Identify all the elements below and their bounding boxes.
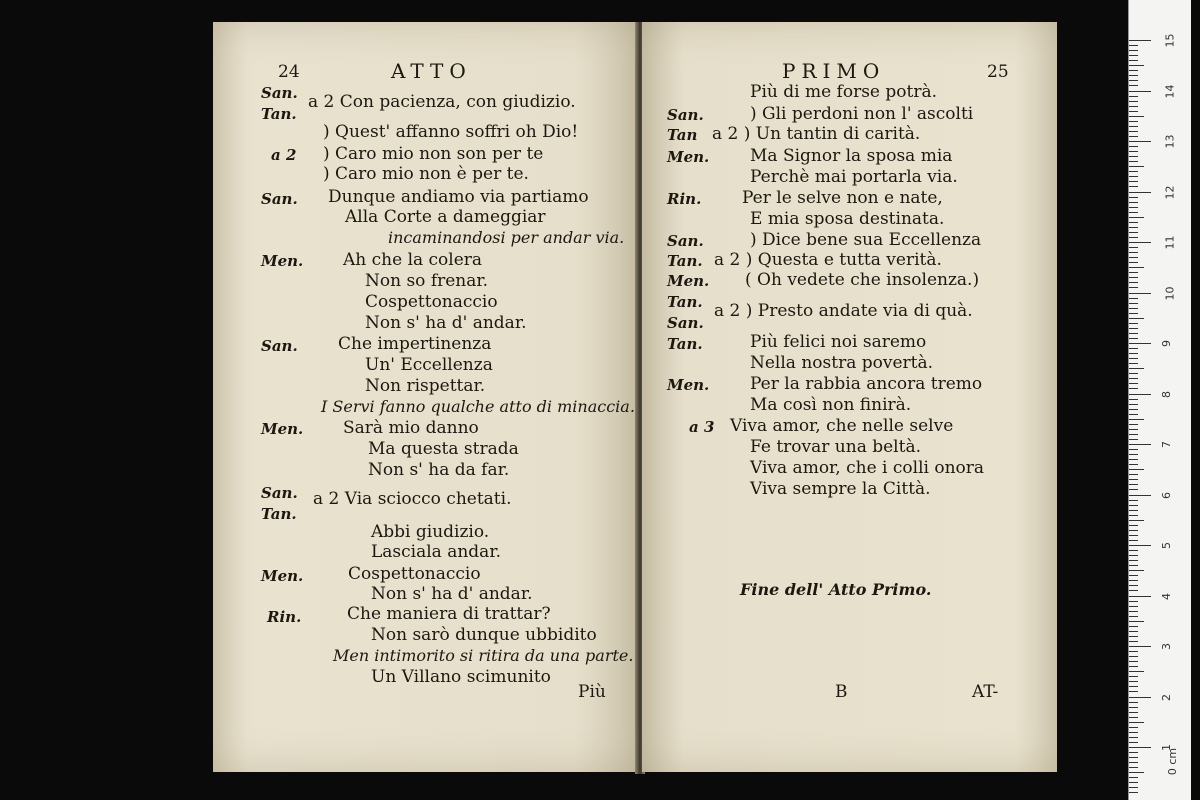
ruler-tick [1129,141,1151,142]
ruler-tick [1129,484,1138,485]
ruler-number: 4 [1160,592,1173,600]
ruler-tick [1129,469,1144,470]
ruler-tick [1129,449,1138,450]
ruler-tick [1129,343,1151,344]
ruler-tick [1129,717,1138,718]
ruler-tick [1129,156,1138,157]
ruler-tick [1129,257,1138,258]
verse-line: Non so frenar. [365,271,489,291]
ruler-number: 15 [1163,33,1177,48]
ruler-tick [1129,313,1138,314]
stage-direction: incaminandosi per andar via. [388,228,625,247]
ruler-tick [1129,272,1138,273]
speaker-label: Tan. [667,335,703,353]
ruler-tick [1129,232,1138,233]
ruler-tick [1129,399,1138,400]
ruler-tick [1129,50,1138,51]
speaker-label: Men. [667,148,710,166]
ruler-tick [1129,262,1138,263]
speaker-label: Men. [667,272,710,290]
ruler-tick [1129,293,1151,294]
ruler-tick [1129,131,1138,132]
verse-line: Per la rabbia ancora tremo [750,374,983,394]
ruler-tick [1129,166,1144,167]
ruler-tick [1129,227,1138,228]
ruler-tick [1129,757,1138,758]
ruler-tick [1129,328,1138,329]
ruler-tick [1129,712,1138,713]
verse-line: Viva sempre la Città. [750,479,931,499]
verse-line: Un Villano scimunito [371,667,551,687]
ruler-number: 12 [1163,185,1177,199]
right-page [642,22,1057,772]
speaker-label: San. [667,106,704,124]
ruler-tick [1129,333,1138,334]
speaker-label: Men. [261,252,304,270]
speaker-label: Men. [261,567,304,585]
ruler-tick [1129,434,1138,435]
ruler-tick [1129,530,1138,531]
ruler-tick [1129,237,1138,238]
verse-line: Lasciala andar. [371,542,501,562]
ruler-tick [1129,727,1138,728]
ruler-tick [1129,287,1138,288]
ruler-tick [1129,308,1138,309]
verse-line: Cospettonaccio [348,564,481,584]
ruler-tick [1129,121,1138,122]
ruler-tick [1129,96,1138,97]
ruler-tick [1129,217,1144,218]
ruler-tick [1129,419,1144,420]
verse-line: Viva amor, che nelle selve [730,416,954,436]
ruler-tick [1129,424,1138,425]
speaker-label: San. [261,484,298,502]
speaker-label: San. [261,190,298,208]
ruler-tick [1129,429,1138,430]
ruler-tick [1129,560,1138,561]
ruler-number: 8 [1160,390,1173,398]
ruler-unit: 0 cm [1166,747,1180,776]
ruler-number: 2 [1160,693,1173,701]
verse-line: Non rispettar. [365,376,486,396]
ruler-tick [1129,681,1138,682]
ruler-tick [1129,777,1138,778]
verse-line: E mia sposa destinata. [750,209,945,229]
ruler-tick [1129,116,1144,117]
ruler-tick [1129,752,1138,753]
verse-line: a 2 Con pacienza, con giudizio. [308,92,576,112]
ruler-tick [1129,414,1138,415]
ruler-number: 7 [1160,441,1173,448]
verse-line: Che impertinenza [338,334,492,354]
catchword: AT- [972,682,999,702]
verse-line: Non sarò dunque ubbidito [371,625,597,645]
verse-line: Ah che la colera [343,250,483,270]
ruler-tick [1129,363,1138,364]
ruler-tick [1129,303,1138,304]
ruler-number: 9 [1160,340,1173,347]
ruler-tick [1129,318,1144,319]
speaker-label: Tan. [261,505,297,523]
verse-line: Fe trovar una beltà. [750,437,921,457]
verse-line: a 2 ) Questa e tutta verità. [714,250,942,270]
ruler-tick [1129,540,1138,541]
ruler-tick [1129,101,1138,102]
speaker-label: Tan [667,126,698,144]
verse-line: Un' Eccellenza [365,355,493,375]
verse-line: ) Quest' affanno soffri oh Dio! [323,122,579,142]
ruler-tick [1129,111,1138,112]
speaker-label: Men. [261,420,304,438]
ruler-tick [1129,636,1138,637]
ruler-tick [1129,601,1138,602]
verse-line: ) Dice bene sua Eccellenza [750,230,982,250]
speaker-label: San. [261,337,298,355]
verse-line: Dunque andiamo via partiamo [328,187,589,207]
ruler-tick [1129,60,1138,61]
ruler-tick [1129,161,1138,162]
ruler-tick [1129,621,1144,622]
speaker-label: San. [261,84,298,102]
ruler-tick [1129,202,1138,203]
verse-line: Perchè mai portarla via. [750,167,958,187]
ruler-tick [1129,409,1138,410]
verse-line: ) Caro mio non son per te [323,144,544,164]
verse-line: Viva amor, che i colli onora [750,458,985,478]
ruler-tick [1129,252,1138,253]
ruler-tick [1129,686,1138,687]
verse-line: a 2 Via sciocco chetati. [313,489,512,509]
ruler-tick [1129,671,1144,672]
verse-line: Più felici noi saremo [750,332,927,352]
speaker-label: Rin. [667,190,702,208]
ruler-tick [1129,277,1138,278]
left-page-number: 24 [278,62,300,82]
ruler-tick [1129,348,1138,349]
verse-line: Cospettonaccio [365,292,498,312]
ruler-tick [1129,55,1138,56]
ruler-tick [1129,45,1138,46]
ruler-number: 13 [1163,134,1177,149]
ruler-tick [1129,722,1144,723]
verse-line: Ma così non finirà. [750,395,912,415]
verse-line: Per le selve non e nate, [742,188,943,208]
ruler-tick [1129,171,1138,172]
ruler-tick [1129,388,1138,389]
ruler-tick [1129,651,1138,652]
ruler-tick [1129,782,1138,783]
ruler-tick [1129,151,1138,152]
speaker-label: Rin. [267,608,302,626]
ruler-tick [1129,358,1138,359]
ruler-tick [1129,373,1138,374]
ruler-number: 5 [1160,542,1173,549]
speaker-label: San. [667,232,704,250]
ruler-tick [1129,454,1138,455]
ruler-tick [1129,489,1138,490]
verse-line: Più di me forse potrà. [750,82,937,102]
speaker-label: a 3 [689,418,715,436]
ruler-tick [1129,787,1138,788]
ruler-tick [1129,707,1138,708]
ruler-tick [1129,212,1138,213]
ruler-tick [1129,394,1151,395]
ruler-tick [1129,404,1138,405]
verse-line: Abbi giudizio. [371,522,490,542]
catchword: Più [578,682,606,702]
ruler-tick [1129,691,1138,692]
end-of-act-note: Fine dell' Atto Primo. [740,580,932,599]
ruler-number: 11 [1163,235,1177,250]
speaker-label: Men. [667,376,710,394]
ruler-tick [1129,176,1138,177]
ruler-tick [1129,661,1138,662]
ruler-tick [1129,338,1138,339]
ruler-number: 6 [1160,491,1173,499]
ruler-tick [1129,575,1138,576]
ruler-tick [1129,545,1151,546]
ruler-tick [1129,626,1138,627]
ruler-tick [1129,606,1138,607]
ruler-tick [1129,525,1138,526]
ruler-tick [1129,267,1144,268]
ruler-tick [1129,570,1144,571]
ruler-tick [1129,565,1138,566]
verse-line: Non s' ha d' andar. [365,313,527,333]
ruler-tick [1129,353,1138,354]
ruler-tick [1129,631,1138,632]
ruler-tick [1129,732,1138,733]
open-book [205,22,1060,777]
ruler-tick [1129,207,1138,208]
ruler-tick [1129,247,1138,248]
ruler-tick [1129,368,1144,369]
ruler-tick [1129,580,1138,581]
verse-line: Ma Signor la sposa mia [750,146,953,166]
ruler-tick [1129,666,1138,667]
ruler-tick [1129,697,1151,698]
ruler-tick [1129,444,1151,445]
ruler-tick [1129,590,1138,591]
verse-line: ) Gli perdoni non l' ascolti [750,104,974,124]
ruler-tick [1129,197,1138,198]
verse-line: ) Caro mio non è per te. [323,164,529,184]
verse-line: Che maniera di trattar? [347,604,551,624]
speaker-label: a 2 [271,146,297,164]
ruler-tick [1129,70,1138,71]
ruler-tick [1129,702,1138,703]
ruler-tick [1129,520,1144,521]
verse-line: Sarà mio danno [343,418,479,438]
ruler-tick [1129,585,1138,586]
ruler-tick [1129,510,1138,511]
ruler-tick [1129,146,1138,147]
ruler-tick [1129,181,1138,182]
ruler-tick [1129,192,1151,193]
ruler-tick [1129,323,1138,324]
ruler-tick [1129,242,1151,243]
ruler-tick [1129,505,1138,506]
ruler-tick [1129,378,1138,379]
ruler-tick [1129,747,1151,748]
verse-line: ( Oh vedete che insolenza.) [745,270,980,290]
ruler-tick [1129,474,1138,475]
ruler-tick [1129,464,1138,465]
ruler-number: 1 [1160,744,1173,751]
stage-direction: Men intimorito si ritira da una parte. [333,646,634,665]
measurement-ruler [1128,0,1191,800]
ruler-tick [1129,616,1138,617]
ruler-tick [1129,282,1138,283]
ruler-tick [1129,495,1151,496]
speaker-label: Tan. [667,252,703,270]
ruler-tick [1129,91,1151,92]
ruler-tick [1129,676,1138,677]
ruler-tick [1129,742,1138,743]
ruler-tick [1129,535,1138,536]
right-running-head: PRIMO [782,59,886,83]
ruler-tick [1129,772,1144,773]
right-page-number: 25 [987,62,1009,82]
ruler-tick [1129,767,1138,768]
speaker-label: Tan. [261,105,297,123]
ruler-tick [1129,479,1138,480]
verse-line: Ma questa strada [368,439,519,459]
ruler-tick [1129,383,1138,384]
ruler-tick [1129,792,1138,793]
ruler-tick [1129,298,1138,299]
verse-line: a 2 ) Un tantin di carità. [712,124,921,144]
verse-line: a 2 ) Presto andate via di quà. [714,301,973,321]
stage-direction: I Servi fanno qualche atto di minaccia. [321,397,635,416]
verse-line: Non s' ha da far. [368,460,510,480]
ruler-tick [1129,65,1144,66]
ruler-tick [1129,646,1151,647]
ruler-number: 14 [1163,84,1177,98]
ruler-tick [1129,459,1138,460]
ruler-tick [1129,136,1138,137]
ruler-tick [1129,555,1138,556]
ruler-tick [1129,762,1138,763]
ruler-number: 10 [1163,286,1177,300]
verse-line: Alla Corte a dameggiar [345,207,546,227]
left-running-head: ATTO [391,59,472,83]
ruler-tick [1129,126,1138,127]
ruler-tick [1129,500,1138,501]
ruler-number: 3 [1160,643,1173,650]
ruler-tick [1129,641,1138,642]
ruler-tick [1129,596,1151,597]
ruler-tick [1129,611,1138,612]
ruler-tick [1129,85,1138,86]
left-page [213,22,638,772]
signature-mark: B [835,682,848,702]
ruler-tick [1129,515,1138,516]
ruler-tick [1129,439,1138,440]
speaker-label: San. [667,314,704,332]
ruler-tick [1129,222,1138,223]
speaker-label: Tan. [667,293,703,311]
verse-line: Nella nostra povertà. [750,353,934,373]
ruler-tick [1129,80,1138,81]
ruler-tick [1129,550,1138,551]
ruler-tick [1129,75,1138,76]
ruler-tick [1129,40,1151,41]
ruler-tick [1129,656,1138,657]
ruler-tick [1129,186,1138,187]
ruler-tick [1129,106,1138,107]
verse-line: Non s' ha d' andar. [371,584,533,604]
ruler-tick [1129,737,1138,738]
